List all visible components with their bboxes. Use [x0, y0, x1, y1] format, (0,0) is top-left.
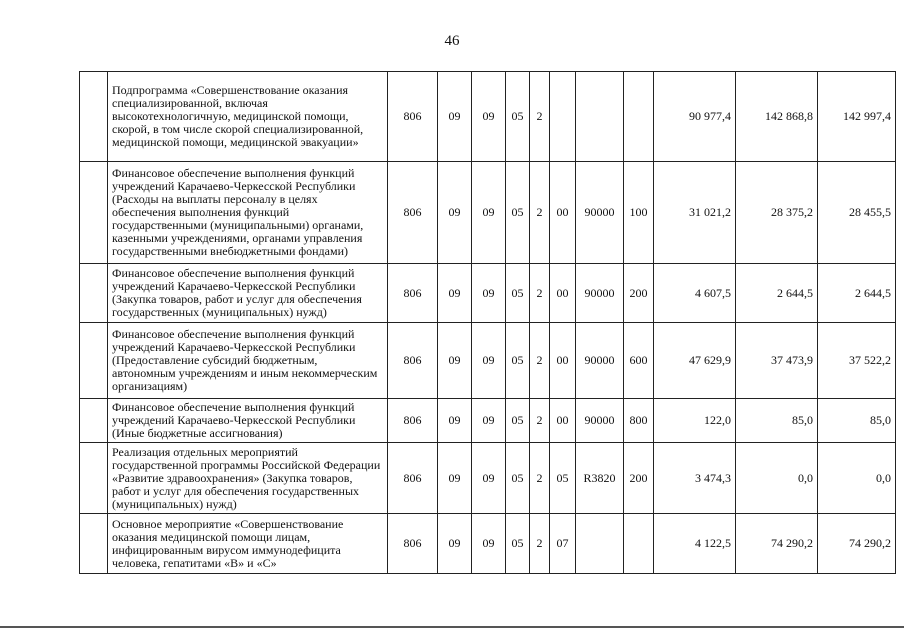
measure-code: 05 [550, 443, 576, 514]
subsection-code: 09 [472, 72, 506, 162]
amount-year-2: 37 473,9 [736, 323, 818, 399]
expense-type-code: 600 [624, 323, 654, 399]
direction-code: 90000 [576, 399, 624, 443]
subprogram-code: 2 [530, 264, 550, 323]
section-code: 09 [438, 264, 472, 323]
amount-year-3: 28 455,5 [818, 162, 896, 264]
subprogram-code: 2 [530, 443, 550, 514]
table-body [80, 72, 896, 574]
amount-year-1: 47 629,9 [654, 323, 736, 399]
subprogram-code: 2 [530, 162, 550, 264]
table-row [80, 72, 896, 162]
section-code: 09 [438, 514, 472, 574]
amount-year-2: 28 375,2 [736, 162, 818, 264]
amount-year-2: 2 644,5 [736, 264, 818, 323]
measure-code: 00 [550, 323, 576, 399]
amount-year-2: 74 290,2 [736, 514, 818, 574]
expense-type-code [624, 72, 654, 162]
subprogram-code: 2 [530, 399, 550, 443]
section-code: 09 [438, 399, 472, 443]
direction-code [576, 72, 624, 162]
program-code: 05 [506, 399, 530, 443]
table-row [80, 514, 896, 574]
section-code: 09 [438, 323, 472, 399]
amount-year-2: 0,0 [736, 443, 818, 514]
item-name: Финансовое обеспечение выполнения функций учреждений Карачаево-Черкесской Республики (Расходы на выплаты персоналу в целях обеспечения выполнения функций государственными (муниципальными) органами, казенными учреждениями, органами управления государственными внебюджетными фондами) [108, 162, 388, 264]
item-name: Финансовое обеспечение выполнения функций учреждений Карачаево-Черкесской Республики (Иные бюджетные ассигнования) [108, 399, 388, 443]
indent-cell [80, 162, 108, 264]
indent-cell [80, 399, 108, 443]
direction-code [576, 514, 624, 574]
amount-year-1: 122,0 [654, 399, 736, 443]
subsection-code: 09 [472, 264, 506, 323]
expense-type-code: 200 [624, 264, 654, 323]
direction-code: 90000 [576, 323, 624, 399]
expense-type-code: 200 [624, 443, 654, 514]
item-name: Финансовое обеспечение выполнения функций учреждений Карачаево-Черкесской Республики (Предоставление субсидий бюджетным, автономным учреждениям и иным некоммерческим организациям) [108, 323, 388, 399]
indent-cell [80, 323, 108, 399]
program-code: 05 [506, 72, 530, 162]
item-name: Финансовое обеспечение выполнения функций учреждений Карачаево-Черкесской Республики (Закупка товаров, работ и услуг для обеспечения государственных (муниципальных) нужд) [108, 264, 388, 323]
table-row [80, 323, 896, 399]
table-row [80, 443, 896, 514]
ved-code: 806 [388, 443, 438, 514]
indent-cell [80, 514, 108, 574]
table-row [80, 162, 896, 264]
budget-table [79, 71, 896, 574]
amount-year-3: 0,0 [818, 443, 896, 514]
bottom-rule [0, 626, 904, 628]
ved-code: 806 [388, 514, 438, 574]
amount-year-3: 37 522,2 [818, 323, 896, 399]
subprogram-code: 2 [530, 514, 550, 574]
measure-code: 00 [550, 399, 576, 443]
table-row [80, 264, 896, 323]
direction-code: R3820 [576, 443, 624, 514]
indent-cell [80, 443, 108, 514]
amount-year-1: 4 122,5 [654, 514, 736, 574]
measure-code: 07 [550, 514, 576, 574]
subsection-code: 09 [472, 323, 506, 399]
expense-type-code: 100 [624, 162, 654, 264]
amount-year-1: 4 607,5 [654, 264, 736, 323]
expense-type-code [624, 514, 654, 574]
amount-year-3: 142 997,4 [818, 72, 896, 162]
subsection-code: 09 [472, 162, 506, 264]
section-code: 09 [438, 443, 472, 514]
program-code: 05 [506, 264, 530, 323]
ved-code: 806 [388, 399, 438, 443]
subsection-code: 09 [472, 514, 506, 574]
ved-code: 806 [388, 162, 438, 264]
direction-code: 90000 [576, 162, 624, 264]
program-code: 05 [506, 162, 530, 264]
amount-year-1: 3 474,3 [654, 443, 736, 514]
amount-year-2: 142 868,8 [736, 72, 818, 162]
program-code: 05 [506, 323, 530, 399]
page-number: 46 [444, 33, 460, 49]
program-code: 05 [506, 514, 530, 574]
item-name: Реализация отдельных мероприятий государственной программы Российской Федерации «Развитие здравоохранения» (Закупка товаров, работ и услуг для обеспечения государственных (муниципальных) нужд) [108, 443, 388, 514]
amount-year-3: 74 290,2 [818, 514, 896, 574]
item-name: Основное мероприятие «Совершенствование оказания медицинской помощи лицам, инфицированным вирусом иммунодефицита человека, гепатитами «B» и «C» [108, 514, 388, 574]
subsection-code: 09 [472, 399, 506, 443]
ved-code: 806 [388, 72, 438, 162]
program-code: 05 [506, 443, 530, 514]
direction-code: 90000 [576, 264, 624, 323]
subsection-code: 09 [472, 443, 506, 514]
indent-cell [80, 72, 108, 162]
section-code: 09 [438, 162, 472, 264]
amount-year-3: 85,0 [818, 399, 896, 443]
ved-code: 806 [388, 323, 438, 399]
indent-cell [80, 264, 108, 323]
expense-type-code: 800 [624, 399, 654, 443]
measure-code: 00 [550, 162, 576, 264]
ved-code: 806 [388, 264, 438, 323]
amount-year-3: 2 644,5 [818, 264, 896, 323]
amount-year-2: 85,0 [736, 399, 818, 443]
measure-code [550, 72, 576, 162]
subprogram-code: 2 [530, 72, 550, 162]
item-name: Подпрограмма «Совершенствование оказания специализированной, включая высокотехнологичную, медицинской помощи, скорой, в том числе скорой специализированной, медицинской помощи, медицинской эвакуации» [108, 72, 388, 162]
amount-year-1: 31 021,2 [654, 162, 736, 264]
table-row [80, 399, 896, 443]
amount-year-1: 90 977,4 [654, 72, 736, 162]
subprogram-code: 2 [530, 323, 550, 399]
section-code: 09 [438, 72, 472, 162]
measure-code: 00 [550, 264, 576, 323]
